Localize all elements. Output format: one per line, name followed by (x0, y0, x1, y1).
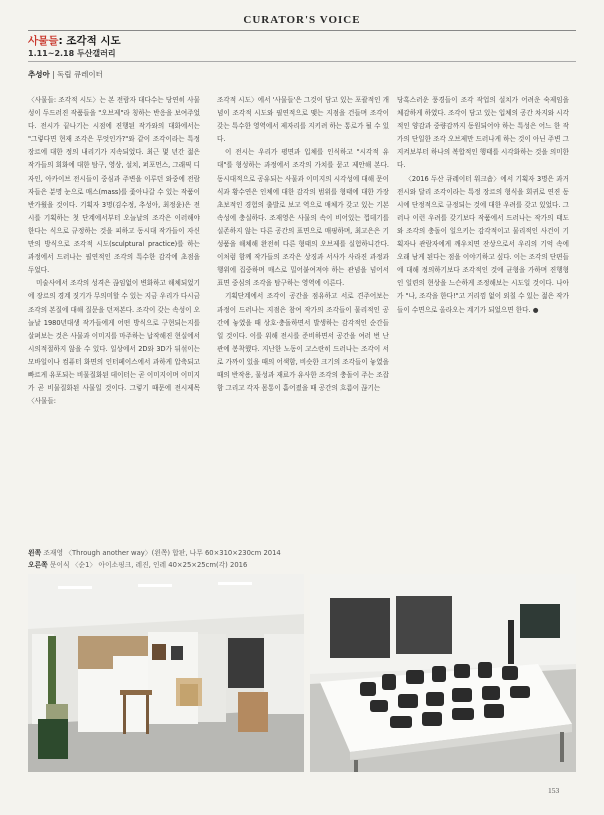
installation-photo-left (28, 574, 304, 772)
article-title-highlight: 사물들 (28, 35, 59, 47)
paragraph: 이 전시는 우리가 평면과 입체를 인식하고 "시각적 유대"를 형성하는 과정에서 조각의 가치를 묻고 제안해 본다. 동시대적으로 공유되는 사물과 이미지의 시각성에 대해 문이식과 황수연은 인체에 대한 감각의 범위를 형태에 대한 가장 초보적인 경험의 출발로 보고 역으로 매체가 갖고 있는 기본 속성에 충실하다. 조재영은 사물의 속이 비어있는 껍데기를 실존하지 않는 다른 공간의 표면으로 매핑하며, 최고은은 기성품을 해체해 완전히 다른 형태의 오브제를 실험하니간다. 이처럼 함께 작가들의 조각은 상징과 서사가 사라진 과정과 행위에 집중하며 매스로 밀어붙여져야 하는 관념을 넘어서 표면 중심의 조각을 탐구하는 영역에 이른다. (217, 148, 389, 288)
sculpture-table-illustration (310, 574, 576, 772)
gallery-room-illustration (28, 574, 304, 772)
article-title-rest: : 조각적 시도 (58, 35, 121, 47)
paragraph: 〈2016 두산 큐레이터 워크숍〉에서 기획자 3명은 과거 전시와 달리 조각이라는 특정 장르의 형식을 회귀로 연진 동시에 단정적으로 규정되는 것에 대한 우려를 갖고 있었다. 그러나 이런 우려를 갖기보다 작품에서 드러나는 작가의 태도와 조각의 충돌이 일으키는 감각적이고 물리적인 사건이 기획자나 관람자에게 깨우치면 잔상으로서 우리의 기억 속에 오래 남게 된다는 점을 이야기하고 싶다. 이는 조각의 단편들에 대해 정의하기보다 조각적인 것에 균형을 가하며 진행형인 일련의 현상을 느슨하게 조정해보는 시도일 것이다. 나아가 "나, 조각을 한다!"고 거리낌 없이 외칠 수 있는 젊은 작가들이 수면으로 올라오는 계기가 되었으면 한다. ● (397, 174, 569, 314)
author-role: | 독립 큐레이터 (52, 70, 103, 79)
paragraph: 〈사물들: 조각적 시도〉는 본 전람자 대다수는 당연히 사물성이 두드러진 작품들을 "오브제"라 칭하는 반응을 보여주었다. 전시가 끝나기는 시점에 진행된 작가와의 대화에서는 "그렇다면 현재 조각은 무엇인가?"와 같이 조각이라는 특정 장르에 대한 정의 내리기가 지속되었다. 최근 몇 년간 젊은 작가들의 회화에 대한 탐구, 영상, 설치, 퍼포먼스, 그래픽 디자인, 아카이브 전시들이 중심과 주변을 이루던 와중에 전람자들은 분명 눈으로 매스(mass)를 좇아나갈 수 있는 작품이 반가웠을 것이다. 기획자 3명(김수정, 추성아, 최정윤)은 전시를 기획하는 첫 단계에서부터 오늘날의 조각은 이러해야 한다는 식으로 규정하는 것을 피하고 동시대 작가들이 자신만의 방식으로 조각적 시도(sculptural practice)를 하는 과정에서 드러나는 필연적인 조각의 특수한 감각에 초점을 두었다. (28, 96, 200, 275)
author-name: 추성아 (28, 70, 50, 79)
section-header: CURATOR'S VOICE (243, 14, 361, 26)
header-divider (28, 30, 576, 31)
caption-text: 조재영 〈Through another way〉(왼쪽) 합판, 나무 60×310×230cm 2014 (43, 549, 281, 557)
page-number: 153 (548, 786, 560, 795)
caption-label: 오른쪽 (28, 561, 48, 569)
article-title (28, 33, 121, 48)
paragraph: 기획단계에서 조각이 공간을 점유하고 서로 견주어보는 과정이 드러나는 지점은 참여 작가의 조각들이 물리적인 공간에 놓였을 때 상호·충돌하면서 발생하는 감각적인 순간들일 것이다. 이를 위해 전시를 준비하면서 공간을 여러 번 난관에 봉착했다. 지난한 노동이 고스란히 드러나는 조각이 서로 가까이 있을 때의 어색함, 비슷한 크기의 조각들이 놓였을 때의 반작용, 물성과 재료가 유사한 조각의 충돌이 주는 조잡함 그리고 각자 몸통이 흩어졌을 때 공간의 흐름이 끊기는 (217, 292, 389, 393)
text-column-2 (217, 94, 389, 444)
caption-text: 문이식 〈순1〉 아이소핑크, 레진, 인레 40×25×25cm(각) 2016 (49, 561, 248, 569)
paragraph: 조각적 시도〉에서 '사물들'은 그것이 담고 있는 포괄적인 개념이 조각적 시도와 필연적으로 맺는 지점을 건들며 조각이 갖는 특수한 영역에서 제자리를 지키려 하는 통로가 될 수 있다. (217, 96, 389, 144)
paragraph: 미술사에서 조각의 성격은 끊임없이 변화하고 해체되었기에 장르의 경계 짓기가 무의미할 수 있는 지금 우리가 다시금 조각의 본질에 대해 질문을 던져본다. 조각이 갖는 속성이 오늘날 1980년대생 작가들에게 어떤 방식으로 구현되는지를 살펴보는 것은 사물과 이미지를 마주하는 납작해진 현실에서 시의적절하지 않을 수 있다. 일상에서 2D와 3D가 뒤섞이는 모바일이나 컴퓨터 화면의 인터페이스에서 과하게 압축되고 빠르게 유포되는 비물질화된 데이터는 곧 이미지이며 이미지가 곧 비물질화된 사물일 것이다. 그렇기 때문에 전시제목 〈사물들: (28, 279, 200, 406)
photo-caption-left (28, 547, 281, 557)
exhibition-dates: 1.11~2.18 두산갤러리 (28, 49, 116, 58)
caption-label: 왼쪽 (28, 549, 42, 557)
installation-photo-right (310, 574, 576, 772)
paragraph: 당혹스러운 풍경들이 조각 작업의 설치가 어려운 숙제임을 체감하게 하였다. 조각이 담고 있는 입체의 공간 차지와 시각적인 양감과 중량감까지 동원되어야 하는 특성은 어느 한 작가의 단일한 조각 오브제만 드러나게 하는 것이 아닌 주변 그 지켜보부터 하나의 복합적인 행태를 시각화하는 것을 의미한다. (397, 96, 569, 170)
author-line (28, 69, 103, 80)
photo-caption-right (28, 559, 247, 569)
text-column-1 (28, 94, 200, 444)
text-column-3 (397, 94, 569, 444)
subtitle-divider (28, 61, 576, 62)
